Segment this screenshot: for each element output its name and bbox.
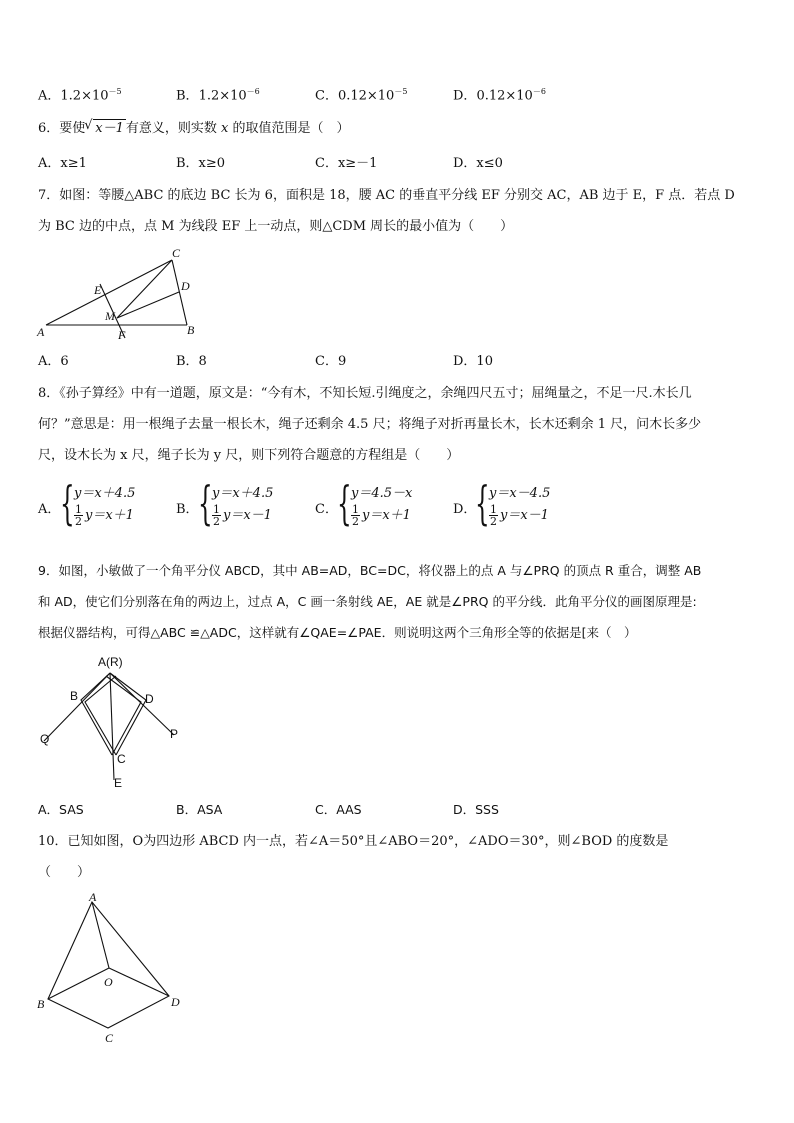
q9-line-ae [110,673,114,780]
q8-brace: { [475,476,490,530]
q5-option-c[interactable]: C．$0.12\times 10^{-5}$ [315,87,408,104]
q8-brace: { [337,476,352,530]
q9-arm-abc [81,673,112,755]
q9-arm-adc [110,673,146,755]
q6-option-b[interactable]: B．x≥0 [176,156,226,171]
q9-stem-line3: 根据仪器结构，可得△ABC ≌△ADC，这样就有∠QAE=∠PAE．则说明这两个三角形全等的依据是[来（ ） [38,625,637,640]
q7-label-a: A [37,325,45,339]
q7-label-c: C [172,246,181,260]
q10-label-d: D [171,995,180,1009]
q9-line-ap [110,673,174,735]
q7-stem-line1: 7．如图：等腰△ABC 的底边 BC 长为 6，面积是 18，腰 AC 的垂直平分线 EF 分别交 AC，AB 边于 E，F 点．若点 D [38,188,735,203]
q7-option-b[interactable]: B．8 [176,354,207,369]
q5-option-a[interactable]: A．$1.2\times 10^{-5}$ [38,87,122,104]
q7-options [38,353,758,371]
q6-radical: √ x－1 [93,119,126,138]
q7-option-c[interactable]: C．9 [315,354,347,369]
q9-label-b: B [70,689,79,703]
q7-label-f: F [118,328,126,342]
q8-brace: { [60,476,75,530]
q8-option-a[interactable]: A． { y＝x＋4.5 $\frac{1}{2}$ y＝x＋1 [38,476,136,530]
q6-options [38,155,758,173]
q7-stem-line2: 为 BC 边的中点，点 M 为线段 EF 上一动点，则△CDM 周长的最小值为（ ） [38,219,514,234]
q10-line-bo [48,968,109,999]
q10-quadrilateral-figure [34,890,194,1050]
q10-line-do [109,968,169,996]
q9-option-d[interactable]: D．SSS [453,802,499,817]
q9-option-a[interactable]: A．SAS [38,802,84,817]
q9-stem-line1: 9．如图，小敏做了一个角平分仪 ABCD，其中 AB=AD，BC=DC，将仪器上的点 A 与∠PRQ 的顶点 R 重合，调整 AB [38,563,702,578]
q7-label-d: D [181,279,190,293]
q9-option-c[interactable]: C．AAS [315,802,362,817]
q9-label-a: A(R) [98,655,123,669]
q9-line-aq [44,673,110,741]
q7-line-md [117,292,179,318]
q8-stem-line3: 尺，设木长为 x 尺，绳子长为 y 尺，则下列符合题意的方程组是（ ） [38,448,460,463]
q8-brace: { [198,476,213,530]
q8-stem-line2: 何？”意思是：用一根绳子去量一根长木，绳子还剩余 4.5 尺；将绳子对折再量长木，长木还剩余 1 尺，问木长多少 [38,417,702,432]
q8-stem-line1: 8．《孙子算经》中有一道题，原文是：“今有木，不知长短.引绳度之，余绳四尺五寸；屈绳量之，不足一尺.木长几 [38,386,692,401]
q9-stem-line2: 和 AD，使它们分别落在角的两边上，过点 A，C 画一条射线 AE，AE 就是∠PRQ 的平分线．此角平分仪的画图原理是: [38,594,697,609]
q7-line-mc [117,260,172,318]
q9-label-q: Q [40,732,50,746]
q6-option-a[interactable]: A．x≥1 [38,156,87,171]
q5-options [38,83,758,104]
q9-label-c: C [117,752,126,766]
q6-option-c[interactable]: C．x≥－1 [315,156,378,171]
q9-label-d: D [145,692,154,706]
q7-option-a[interactable]: A．6 [38,354,69,369]
q5-option-b[interactable]: B．$1.2\times 10^{-6}$ [176,87,260,104]
q7-label-b: B [187,323,195,337]
q10-label-a: A [89,890,97,904]
q10-label-o: O [104,975,113,989]
q10-label-c: C [105,1031,114,1045]
q10-stem-line2: （ ） [38,865,91,880]
q6-stem: 6．要使√ x－1 有意义，则实数 x 的取值范围是（ ） [38,119,350,138]
q9-angle-bisector-figure [34,650,204,795]
q7-label-e: E [94,283,102,297]
q9-options [38,801,758,819]
q9-label-p: P [170,727,179,741]
q5-option-d[interactable]: D．$0.12\times 10^{-6}$ [453,87,546,104]
q7-triangle-figure [34,246,204,346]
q9-option-b[interactable]: B．ASA [176,802,223,817]
q9-label-e: E [114,776,123,790]
q7-option-d[interactable]: D．10 [453,354,493,369]
q8-option-b[interactable]: B． { y＝x＋4.5 $\frac{1}{2}$ y＝x－1 [176,476,274,530]
q10-label-b: B [37,997,45,1011]
q8-option-d[interactable]: D． { y＝x－4.5 $\frac{1}{2}$ y＝x－1 [453,476,551,530]
q10-stem-line1: 10．已知如图，O为四边形 ABCD 内一点，若∠A＝50°且∠ABO＝20°，∠ADO＝30°，则∠BOD 的度数是 [38,834,669,849]
q8-option-c[interactable]: C． { y＝4.5－x $\frac{1}{2}$ y＝x＋1 [315,476,413,530]
q7-label-m: M [105,309,115,323]
q6-option-d[interactable]: D．x≤0 [453,156,503,171]
